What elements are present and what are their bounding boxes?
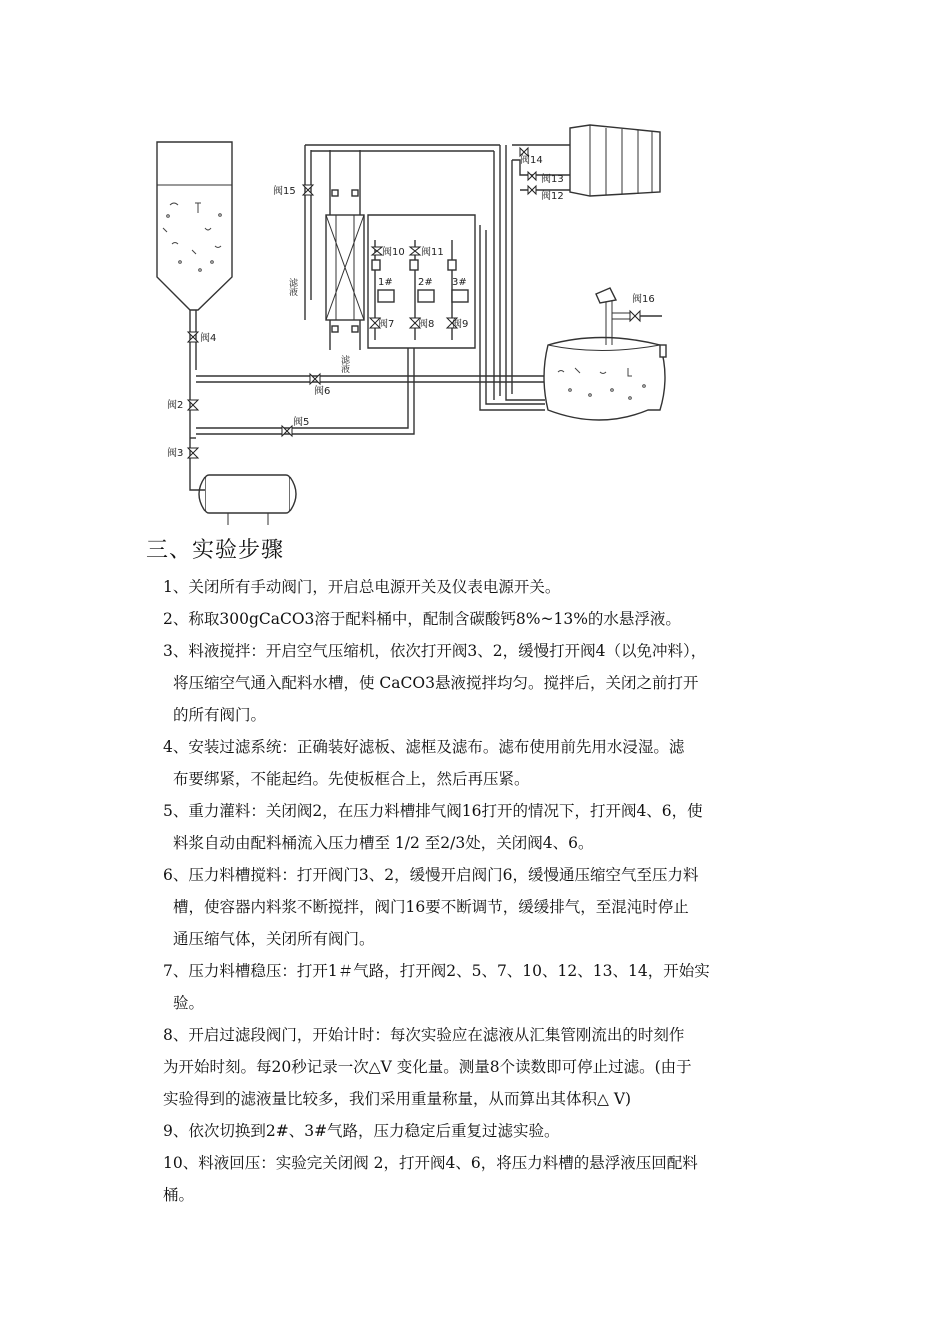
- valve-12-symbol: [528, 186, 536, 194]
- valve-label-5: 阀5: [293, 417, 310, 428]
- valve-label-8: 阀8: [418, 319, 435, 330]
- valve-16-symbol: [630, 311, 640, 321]
- step-8-line-2: 为开始时刻。每20秒记录一次△V 变化量。测量8个读数即可停止过滤。(由于: [163, 1058, 692, 1076]
- valve-label-15: 阀15: [273, 186, 296, 197]
- step-2: 2、称取300gCaCO3溶于配料桶中，配制含碳酸钙8%~13%的水悬浮液。: [163, 610, 681, 628]
- filtrate-label-left: 滤液: [287, 278, 297, 296]
- press-label-3: 3#: [452, 277, 467, 288]
- step-10-line-2: 桶。: [163, 1186, 195, 1204]
- valve-11-symbol: [410, 247, 420, 255]
- valve-10-symbol: [372, 247, 382, 255]
- step-7-line-1: 7、压力料槽稳压：打开1＃气路，打开阀2、5、7、10、12、13、14，开始实: [163, 962, 710, 980]
- pressure-tank: [544, 288, 666, 420]
- step-6-line-2: 槽，使容器内料浆不断搅拌，阀门16要不断调节，缓缓排气，至混沌时停止: [173, 898, 689, 916]
- section-title: 三、实验步骤: [146, 538, 285, 563]
- air-compressor-tank: [199, 475, 296, 525]
- valve-label-11: 阀11: [421, 247, 444, 258]
- step-6-line-3: 通压缩气体，关闭所有阀门。: [173, 930, 375, 948]
- filtration-apparatus-diagram: [0, 0, 950, 540]
- press-label-2: 2#: [418, 277, 433, 288]
- valve-label-3: 阀3: [167, 448, 184, 459]
- valve-label-4: 阀4: [200, 333, 217, 344]
- step-5-line-1: 5、重力灌料：关闭阀2，在压力料槽排气阀16打开的情况下，打开阀4、6，使: [163, 802, 703, 820]
- valve-label-12: 阀12: [541, 191, 564, 202]
- step-8-line-3: 实验得到的滤液量比较多，我们采用重量称量，从而算出其体积△ V): [163, 1090, 632, 1108]
- valve-label-16: 阀16: [632, 294, 655, 305]
- feed-tank: [157, 142, 232, 310]
- pressure-manifold: [368, 215, 545, 410]
- step-3-line-2: 将压缩空气通入配料水槽，使 CaCO3悬液搅拌均匀。搅拌后，关闭之前打开: [173, 674, 699, 692]
- valve-label-14: 阀14: [520, 155, 543, 166]
- valve-label-6: 阀6: [314, 386, 331, 397]
- press-label-1: 1#: [378, 277, 393, 288]
- valve-label-9: 阀9: [452, 319, 469, 330]
- plate-frame-filter: [305, 145, 500, 400]
- valve-13-symbol: [528, 172, 536, 180]
- valve-label-10: 阀10: [382, 247, 405, 258]
- filtrate-label-bottom: 滤液: [339, 355, 349, 373]
- step-9: 9、依次切换到2#、3#气路，压力稳定后重复过滤实验。: [163, 1122, 560, 1140]
- step-5-line-2: 料浆自动由配料桶流入压力槽至 1/2 至2/3处，关闭阀4、6。: [173, 834, 594, 852]
- step-4-line-1: 4、安装过滤系统：正确装好滤板、滤框及滤布。滤布使用前先用水浸湿。滤: [163, 738, 685, 756]
- step-3-line-1: 3、料液搅拌：开启空气压缩机，依次打开阀3、2，缓慢打开阀4（以免冲料），: [163, 642, 707, 660]
- step-8-line-1: 8、开启过滤段阀门，开始计时：每次实验应在滤液从汇集管刚流出的时刻作: [163, 1026, 685, 1044]
- step-4-line-2: 布要绑紧，不能起绉。先使板框合上，然后再压紧。: [173, 770, 530, 788]
- step-3-line-3: 的所有阀门。: [173, 706, 267, 724]
- valve-label-7: 阀7: [378, 319, 395, 330]
- step-7-line-2: 验。: [173, 994, 205, 1012]
- step-6-line-1: 6、压力料槽搅料：打开阀门3、2，缓慢开启阀门6，缓慢通压缩空气至压力料: [163, 866, 699, 884]
- valve-label-2: 阀2: [167, 400, 184, 411]
- step-1: 1、关闭所有手动阀门，开启总电源开关及仪表电源开关。: [163, 578, 561, 596]
- instrument-box: [570, 125, 660, 196]
- valve-label-13: 阀13: [541, 174, 564, 185]
- step-10-line-1: 10、料液回压：实验完关闭阀 2，打开阀4、6，将压力料槽的悬浮液压回配料: [163, 1154, 698, 1172]
